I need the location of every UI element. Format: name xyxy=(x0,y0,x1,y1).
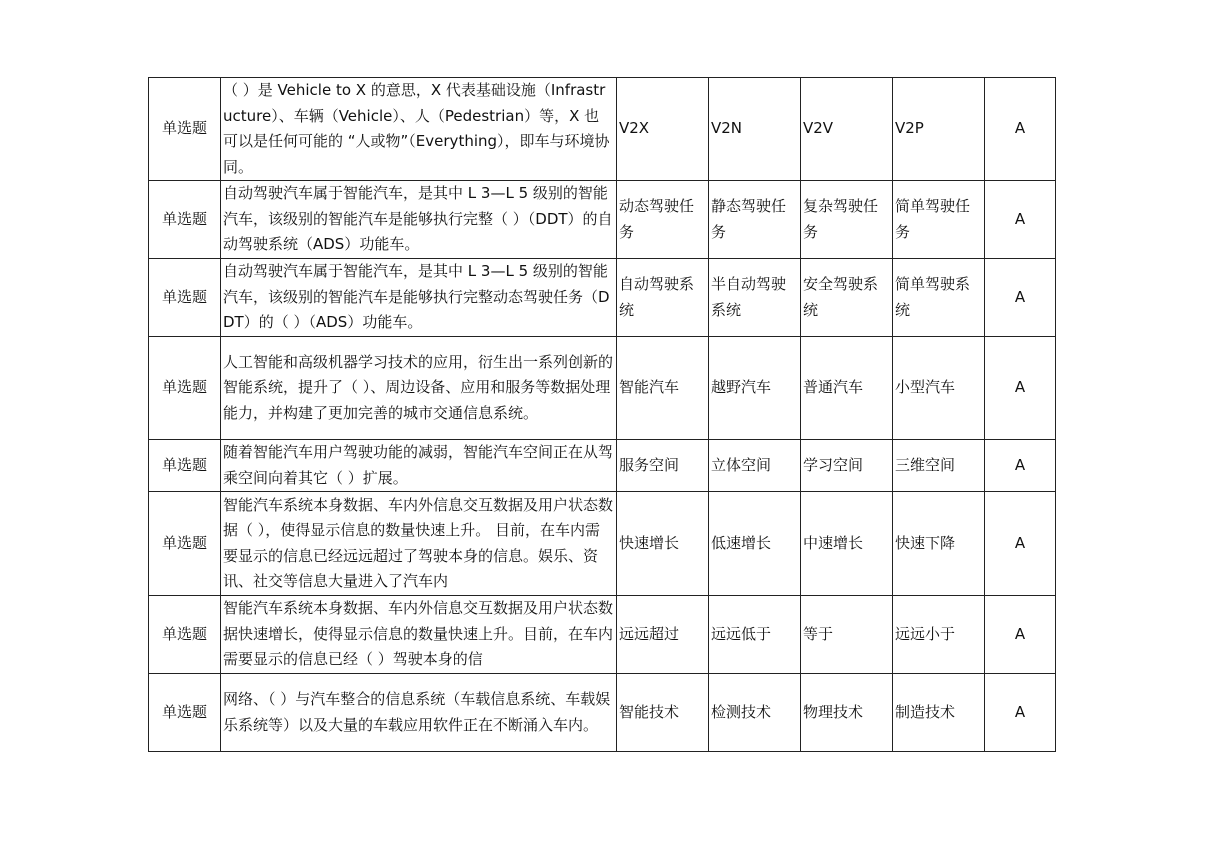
option-c-cell: 中速增长 xyxy=(801,492,893,596)
table-row xyxy=(149,78,1056,181)
option-c-cell: 学习空间 xyxy=(801,440,893,492)
table-row xyxy=(149,181,1056,259)
option-d-cell: 快速下降 xyxy=(893,492,985,596)
question-text-cell: 人工智能和高级机器学习技术的应用，衍生出一系列创新的智能系统，提升了（ ）、周边设备、应用和服务等数据处理能力，并构建了更加完善的城市交通信息系统。 xyxy=(221,337,617,440)
option-a-cell: 智能技术 xyxy=(617,674,709,752)
option-c-cell: V2V xyxy=(801,78,893,181)
table-row xyxy=(149,259,1056,337)
answer-cell: A xyxy=(985,181,1056,259)
answer-cell: A xyxy=(985,440,1056,492)
answer-cell: A xyxy=(985,674,1056,752)
question-type-cell: 单选题 xyxy=(149,78,221,181)
question-text-cell: 自动驾驶汽车属于智能汽车，是其中 L 3—L 5 级别的智能汽车，该级别的智能汽车是能够执行完整（ ）（DDT）的自动驾驶系统（ADS）功能车。 xyxy=(221,181,617,259)
question-type-cell: 单选题 xyxy=(149,337,221,440)
answer-cell: A xyxy=(985,337,1056,440)
question-text-cell: 智能汽车系统本身数据、车内外信息交互数据及用户状态数据快速增长，使得显示信息的数量快速上升。目前，在车内需要显示的信息已经（ ）驾驶本身的信 xyxy=(221,596,617,674)
question-table xyxy=(148,77,1056,752)
option-a-cell: 远远超过 xyxy=(617,596,709,674)
question-table-body xyxy=(149,78,1056,752)
option-a-cell: 动态驾驶任务 xyxy=(617,181,709,259)
option-c-cell: 安全驾驶系统 xyxy=(801,259,893,337)
option-a-cell: 智能汽车 xyxy=(617,337,709,440)
option-c-cell: 等于 xyxy=(801,596,893,674)
option-b-cell: 半自动驾驶系统 xyxy=(709,259,801,337)
option-b-cell: V2N xyxy=(709,78,801,181)
question-type-cell: 单选题 xyxy=(149,596,221,674)
table-row xyxy=(149,674,1056,752)
option-d-cell: V2P xyxy=(893,78,985,181)
option-a-cell: 自动驾驶系统 xyxy=(617,259,709,337)
answer-cell: A xyxy=(985,259,1056,337)
option-d-cell: 制造技术 xyxy=(893,674,985,752)
option-d-cell: 远远小于 xyxy=(893,596,985,674)
option-c-cell: 物理技术 xyxy=(801,674,893,752)
answer-cell: A xyxy=(985,596,1056,674)
option-d-cell: 小型汽车 xyxy=(893,337,985,440)
question-text-cell: 随着智能汽车用户驾驶功能的减弱，智能汽车空间正在从驾乘空间向着其它（ ）扩展。 xyxy=(221,440,617,492)
option-b-cell: 越野汽车 xyxy=(709,337,801,440)
question-text-cell: 智能汽车系统本身数据、车内外信息交互数据及用户状态数据（ ），使得显示信息的数量快速上升。 目前，在车内需要显示的信息已经远远超过了驾驶本身的信息。娱乐、资讯、社交等信息大量进入了汽车内 xyxy=(221,492,617,596)
question-type-cell: 单选题 xyxy=(149,181,221,259)
question-text-cell: 自动驾驶汽车属于智能汽车，是其中 L 3—L 5 级别的智能汽车，该级别的智能汽车是能够执行完整动态驾驶任务（DDT）的（ ）（ADS）功能车。 xyxy=(221,259,617,337)
option-b-cell: 远远低于 xyxy=(709,596,801,674)
question-type-cell: 单选题 xyxy=(149,674,221,752)
question-type-cell: 单选题 xyxy=(149,259,221,337)
option-d-cell: 简单驾驶系统 xyxy=(893,259,985,337)
table-row xyxy=(149,596,1056,674)
option-b-cell: 检测技术 xyxy=(709,674,801,752)
question-type-cell: 单选题 xyxy=(149,440,221,492)
option-c-cell: 普通汽车 xyxy=(801,337,893,440)
option-a-cell: 快速增长 xyxy=(617,492,709,596)
answer-cell: A xyxy=(985,492,1056,596)
option-a-cell: V2X xyxy=(617,78,709,181)
table-row xyxy=(149,337,1056,440)
option-c-cell: 复杂驾驶任务 xyxy=(801,181,893,259)
option-d-cell: 三维空间 xyxy=(893,440,985,492)
question-text-cell: 网络、（ ）与汽车整合的信息系统（车载信息系统、车载娱乐系统等）以及大量的车载应用软件正在不断涌入车内。 xyxy=(221,674,617,752)
option-b-cell: 立体空间 xyxy=(709,440,801,492)
table-row xyxy=(149,492,1056,596)
table-row xyxy=(149,440,1056,492)
answer-cell: A xyxy=(985,78,1056,181)
option-d-cell: 简单驾驶任务 xyxy=(893,181,985,259)
option-b-cell: 低速增长 xyxy=(709,492,801,596)
question-type-cell: 单选题 xyxy=(149,492,221,596)
option-a-cell: 服务空间 xyxy=(617,440,709,492)
option-b-cell: 静态驾驶任务 xyxy=(709,181,801,259)
question-text-cell: （ ）是 Vehicle to X 的意思，X 代表基础设施（Infrastructure）、车辆（Vehicle）、人（Pedestrian）等，X 也可以是任何可能的 “人或物”（Everything），即车与环境协同。 xyxy=(221,78,617,181)
